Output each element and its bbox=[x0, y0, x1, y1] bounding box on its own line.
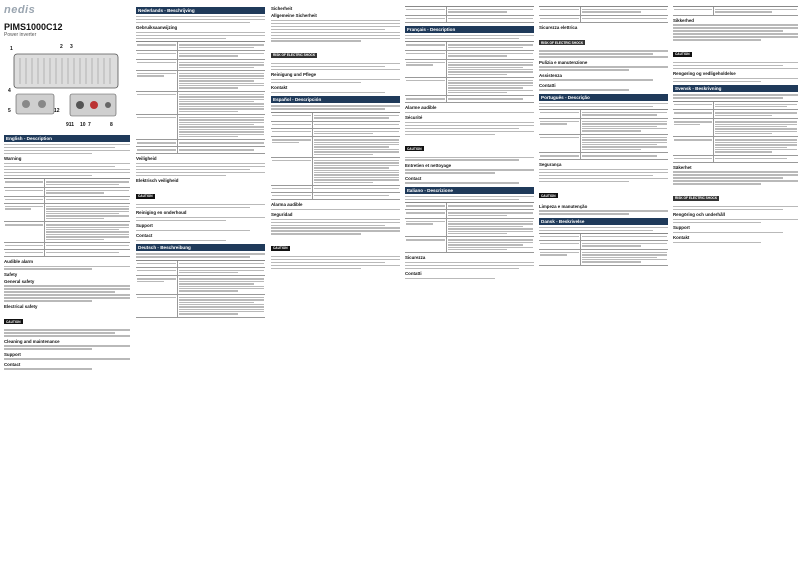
subheading-pt-safety: Segurança bbox=[539, 162, 562, 168]
subheading-it-contacts: Contatti bbox=[405, 271, 422, 277]
section-header-dutch: Nederlands - Beschrijving bbox=[136, 7, 265, 14]
subheading-cleaning: Cleaning and maintenance bbox=[4, 338, 60, 344]
subheading-se-safety: Säkerhet bbox=[673, 164, 692, 170]
figure-label-5: 5 bbox=[8, 108, 11, 114]
subheading-dk-cleaning: Rengøring og vedligeholdelse bbox=[673, 71, 736, 77]
column-dutch-german bbox=[136, 4, 265, 563]
subheading-fr-cleaning: Entretien et nettoyage bbox=[405, 162, 452, 168]
subheading-de-contact: Kontakt bbox=[271, 85, 288, 91]
subheading-de-cleaning: Reinigung und Pflege bbox=[271, 72, 317, 78]
subheading-nl-cleaning: Reiniging en onderhoud bbox=[136, 210, 187, 216]
subheading-electrical-safety: Electrical safety bbox=[4, 303, 38, 309]
warning-label-nl: CAUTION bbox=[138, 194, 153, 199]
figure-label-911: 911 bbox=[66, 122, 75, 128]
column-italian-portuguese-danish bbox=[539, 4, 668, 563]
figure-label-1: 1 bbox=[10, 46, 13, 52]
subheading-it-electrical: Sicurezza elettrica bbox=[539, 24, 578, 30]
spec-table-it-cont bbox=[539, 6, 668, 23]
section-header-english: English - Description bbox=[4, 135, 130, 142]
subheading-it-cleaning: Pulizia e manutenzione bbox=[539, 59, 588, 65]
subheading-se-contact: Kontakt bbox=[673, 235, 690, 241]
spec-table-dutch bbox=[136, 41, 265, 154]
figure-label-4: 4 bbox=[8, 88, 11, 94]
warning-label-es: CAUTION bbox=[273, 246, 288, 251]
figure-label-8: 8 bbox=[110, 122, 113, 128]
subheading-nl-support: Support bbox=[136, 223, 153, 229]
spec-table-german bbox=[136, 260, 265, 318]
product-subtitle: Power inverter bbox=[4, 32, 37, 38]
subheading-warning: Warning bbox=[4, 156, 22, 162]
subheading-es-safety: Seguridad bbox=[271, 211, 293, 217]
subheading-fr-safety: Sécurité bbox=[405, 115, 423, 121]
spec-table-french bbox=[405, 41, 534, 103]
figure-label-3: 3 bbox=[70, 44, 73, 50]
section-header-swedish: Svensk - Beskrivning bbox=[673, 85, 798, 92]
column-english bbox=[4, 4, 130, 563]
section-header-german: Deutsch - Beschreibung bbox=[136, 244, 265, 251]
model-number: PIMS1000C12 bbox=[4, 22, 63, 32]
column-danish-swedish bbox=[673, 4, 798, 563]
subheading-support: Support bbox=[4, 351, 21, 357]
warning-label-caution: CAUTION bbox=[6, 319, 21, 324]
subheading-safety: Safety bbox=[4, 271, 18, 277]
subheading-de-general: Allgemeine Sicherheit bbox=[271, 13, 317, 18]
subheading-audible-alarm: Audible alarm bbox=[4, 258, 34, 264]
subheading-se-support: Support bbox=[673, 225, 690, 231]
spec-table-swedish bbox=[673, 101, 798, 163]
subheading-dk-safety: Sikkerhed bbox=[673, 17, 694, 23]
subheading-contact: Contact bbox=[4, 361, 21, 367]
warning-label-fr: CAUTION bbox=[407, 146, 422, 151]
subheading-se-cleaning: Rengöring och underhåll bbox=[673, 212, 725, 218]
warning-label-de: RISK OF ELECTRIC SHOCK bbox=[273, 53, 316, 58]
spec-table-dk-cont bbox=[673, 6, 798, 16]
subheading-it-safety: Sicurezza bbox=[405, 255, 426, 261]
subheading-general-safety: General safety bbox=[4, 278, 35, 284]
subheading-nl-usage: Gebruiksaanwijzing bbox=[136, 25, 178, 31]
subheading-nl-contact: Contact bbox=[136, 233, 153, 239]
warning-label-dk: CAUTION bbox=[675, 52, 690, 57]
section-header-spanish: Español - Descripción bbox=[271, 96, 400, 103]
spec-table-english bbox=[4, 178, 130, 257]
subheading-nl-electrical: Elektrisch veiligheid bbox=[136, 178, 179, 184]
warning-label-pt: CAUTION bbox=[541, 193, 556, 198]
spec-table-portuguese bbox=[539, 109, 668, 160]
figure-label-2: 2 bbox=[60, 44, 63, 50]
subheading-it-assistance: Assistenza bbox=[539, 72, 562, 78]
subheading-fr-contact: Contact bbox=[405, 175, 422, 181]
subheading-de-safety: Sicherheit bbox=[271, 6, 293, 11]
inverter-drawing bbox=[4, 44, 128, 132]
spec-table-spanish bbox=[271, 112, 400, 200]
spec-table-danish bbox=[539, 233, 668, 266]
brand-logo: nedis bbox=[4, 4, 36, 16]
section-header-portuguese: Português - Descrição bbox=[539, 94, 668, 101]
inverter-illustration bbox=[4, 44, 128, 132]
section-header-italian: Italiano - Descrizione bbox=[405, 187, 534, 194]
subheading-nl-safety: Veiligheid bbox=[136, 156, 157, 162]
subheading-es-alarm: Alarma audible bbox=[271, 201, 303, 207]
column-german-spanish bbox=[271, 4, 400, 563]
figure-label-10: 10 bbox=[80, 122, 86, 128]
subheading-fr-alarm: Alarme audible bbox=[405, 105, 437, 111]
warning-label-se: RISK OF ELECTRIC SHOCK bbox=[675, 196, 718, 201]
section-header-danish: Dansk - Beskrivelse bbox=[539, 218, 668, 225]
subheading-it-contatti: Contatti bbox=[539, 82, 556, 88]
section-header-french: Français - Description bbox=[405, 26, 534, 33]
column-french-italian bbox=[405, 4, 534, 563]
subheading-pt-cleaning: Limpeza e manutenção bbox=[539, 203, 588, 209]
warning-label-it: RISK OF ELECTRIC SHOCK bbox=[541, 40, 584, 45]
spec-table-italian bbox=[405, 202, 534, 253]
spec-table-es-cont bbox=[405, 6, 534, 23]
figure-label-7: 7 bbox=[88, 122, 91, 128]
figure-label-12: 12 bbox=[54, 108, 60, 114]
